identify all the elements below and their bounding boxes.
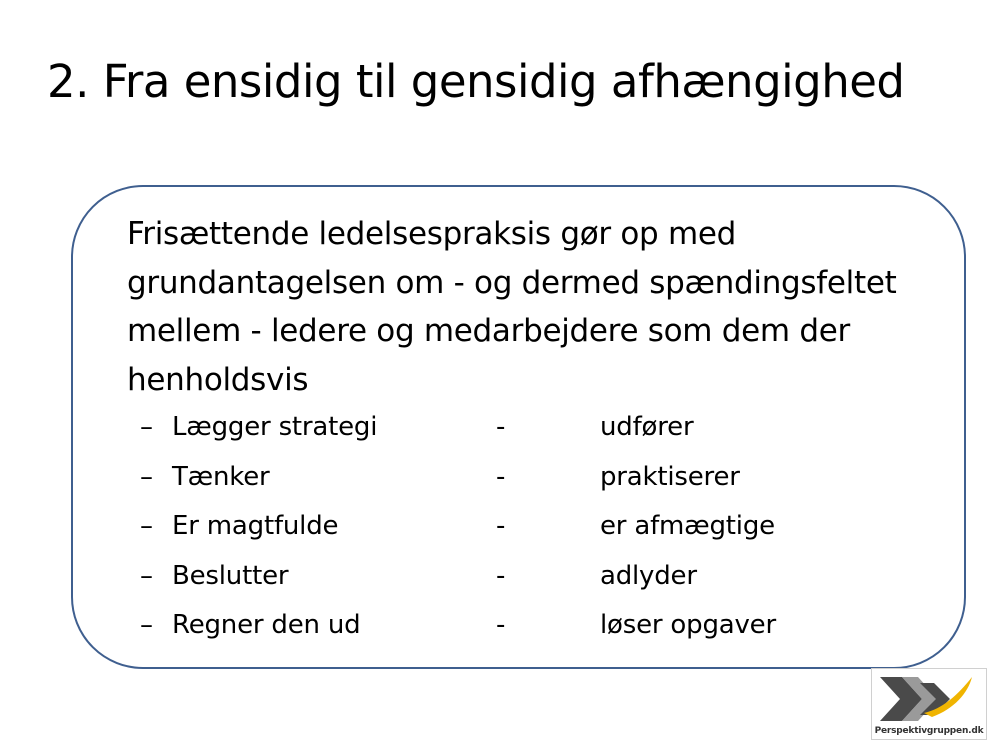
separator: -	[496, 412, 506, 442]
dash-bullet: –	[140, 610, 153, 640]
separator: -	[496, 560, 506, 591]
dash-bullet: –	[140, 560, 153, 591]
separator: -	[496, 461, 506, 492]
separator: -	[496, 511, 506, 541]
dash-bullet: –	[140, 412, 153, 442]
logo-text: Perspektivgruppen.dk	[874, 726, 984, 736]
chevron-logo-icon	[872, 669, 986, 725]
leader-term: Beslutter	[172, 560, 289, 591]
employee-term: er afmægtige	[600, 511, 775, 541]
leader-term: Tænker	[172, 461, 270, 492]
employee-term: løser opgaver	[600, 610, 776, 640]
leader-term: Lægger strategi	[172, 412, 378, 442]
leader-term: Er magtfulde	[172, 511, 339, 541]
dash-bullet: –	[140, 511, 153, 541]
separator: -	[496, 610, 506, 640]
leader-term: Regner den ud	[172, 610, 361, 640]
employee-term: adlyder	[600, 560, 697, 591]
slide-title: 2. Fra ensidig til gensidig afhængighed	[47, 55, 905, 108]
employee-term: udfører	[600, 412, 694, 442]
intro-text: Frisættende ledelsespraksis gør op med grundantagelsen om - og dermed spændingsfeltet mellem - ledere og medarbejdere som dem der henholdsvis	[127, 216, 897, 398]
employee-term: praktiserer	[600, 461, 740, 492]
perspektivgruppen-logo	[871, 668, 987, 740]
dash-bullet: –	[140, 461, 153, 492]
